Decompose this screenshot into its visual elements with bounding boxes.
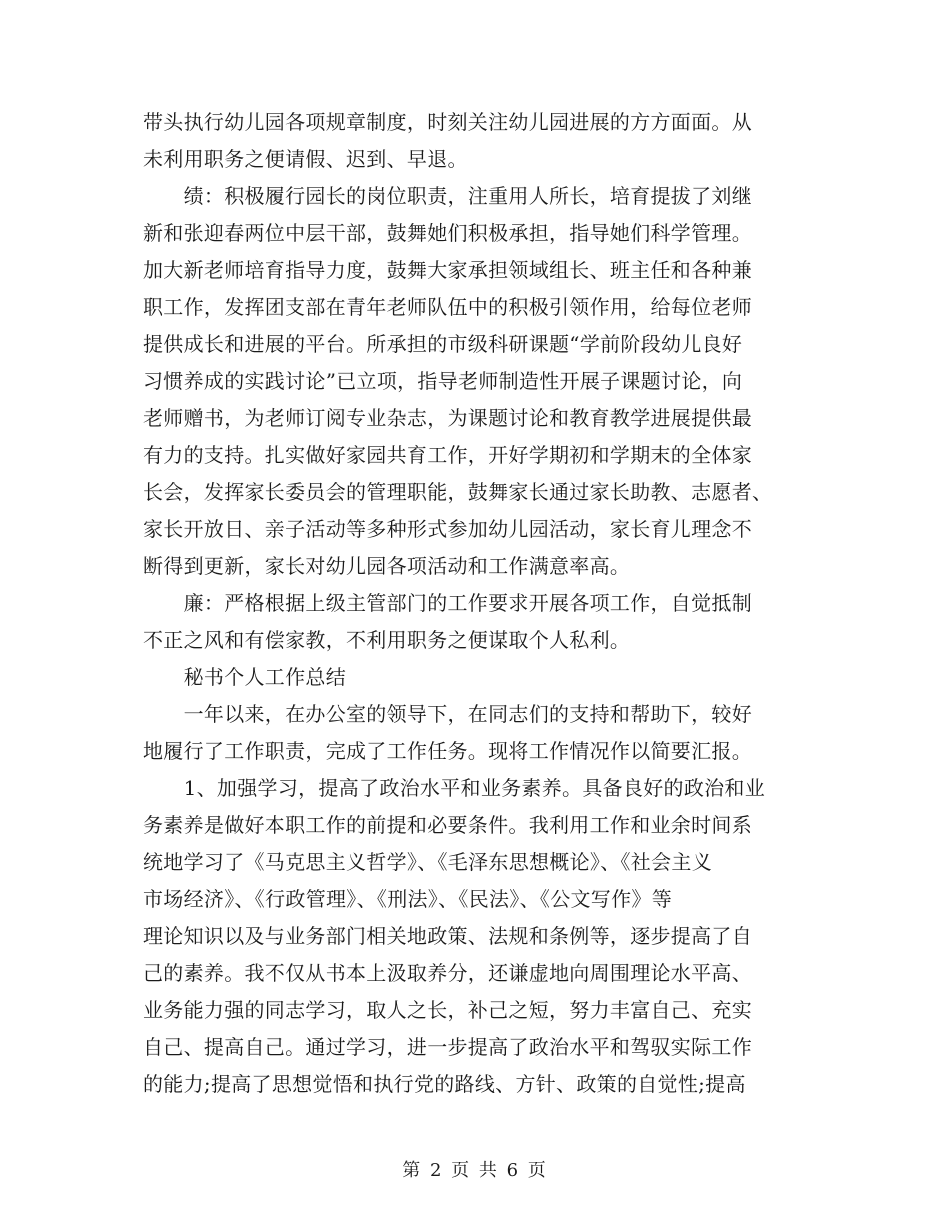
text-line: 己的素养。我不仅从书本上汲取养分，还谦虚地向周围理论水平高、 (143, 961, 752, 985)
body-text (143, 104, 805, 1103)
text-line: 提供成长和进展的平台。所承担的市级科研课题“学前阶段幼儿良好 (143, 332, 743, 356)
text-line: 未利用职务之便请假、迟到、早退。 (143, 147, 468, 171)
text-line: 理论知识以及与业务部门相关地政策、法规和条例等，逐步提高了自 (143, 924, 752, 948)
text-line: 市场经济》、《行政管理》、《刑法》、《民法》、《公文写作》等 (143, 887, 672, 911)
text-line: 的能力;提高了思想觉悟和执行党的路线、方针、政策的自觉性;提高 (143, 1072, 746, 1096)
text-line: 1、加强学习，提高了政治水平和业务素养。具备良好的政治和业 (143, 776, 766, 800)
text-line: 带头执行幼儿园各项规章制度，时刻关注幼儿园进展的方方面面。从 (143, 110, 752, 134)
text-line: 职工作，发挥团支部在青年老师队伍中的积极引领作用，给每位老师 (143, 295, 752, 319)
text-line: 长会，发挥家长委员会的管理职能，鼓舞家长通过家长助教、志愿者、 (143, 480, 773, 504)
text-line: 统地学习了《马克思主义哲学》、《毛泽东思想概论》、《社会主义 (143, 850, 712, 874)
text-line: 老师赠书，为老师订阅专业杂志，为课题讨论和教育教学进展提供最 (143, 406, 752, 430)
page-number-footer: 第 2 页 共 6 页 (402, 1160, 548, 1181)
text-line: 务素养是做好本职工作的前提和必要条件。我利用工作和业余时间系 (143, 813, 752, 837)
text-line: 一年以来，在办公室的领导下，在同志们的支持和帮助下，较好 (143, 702, 752, 726)
text-line: 家长开放日、亲子活动等多种形式参加幼儿园活动，家长育儿理念不 (143, 517, 752, 541)
text-line: 加大新老师培育指导力度，鼓舞大家承担领域组长、班主任和各种兼 (143, 258, 752, 282)
text-line: 断得到更新，家长对幼儿园各项活动和工作满意率高。 (143, 554, 631, 578)
text-line: 习惯养成的实践讨论”已立项，指导老师制造性开展子课题讨论，向 (143, 369, 743, 393)
text-line: 业务能力强的同志学习，取人之长，补己之短，努力丰富自己、充实 (143, 998, 752, 1022)
text-line: 地履行了工作职责，完成了工作任务。现将工作情况作以简要汇报。 (143, 739, 752, 763)
text-line: 自己、提高自己。通过学习，进一步提高了政治水平和驾驭实际工作 (143, 1035, 752, 1059)
text-line: 有力的支持。扎实做好家园共育工作，开好学期初和学期末的全体家 (143, 443, 752, 467)
text-line: 新和张迎春两位中层干部，鼓舞她们积极承担，指导她们科学管理。 (143, 221, 752, 245)
text-line: 廉：严格根据上级主管部门的工作要求开展各项工作，自觉抵制 (143, 591, 752, 615)
text-line: 绩：积极履行园长的岗位职责，注重用人所长，培育提拔了刘继 (143, 184, 752, 208)
section-heading: 秘书个人工作总结 (143, 665, 346, 689)
text-line: 不正之风和有偿家教，不利用职务之便谋取个人私利。 (143, 628, 631, 652)
